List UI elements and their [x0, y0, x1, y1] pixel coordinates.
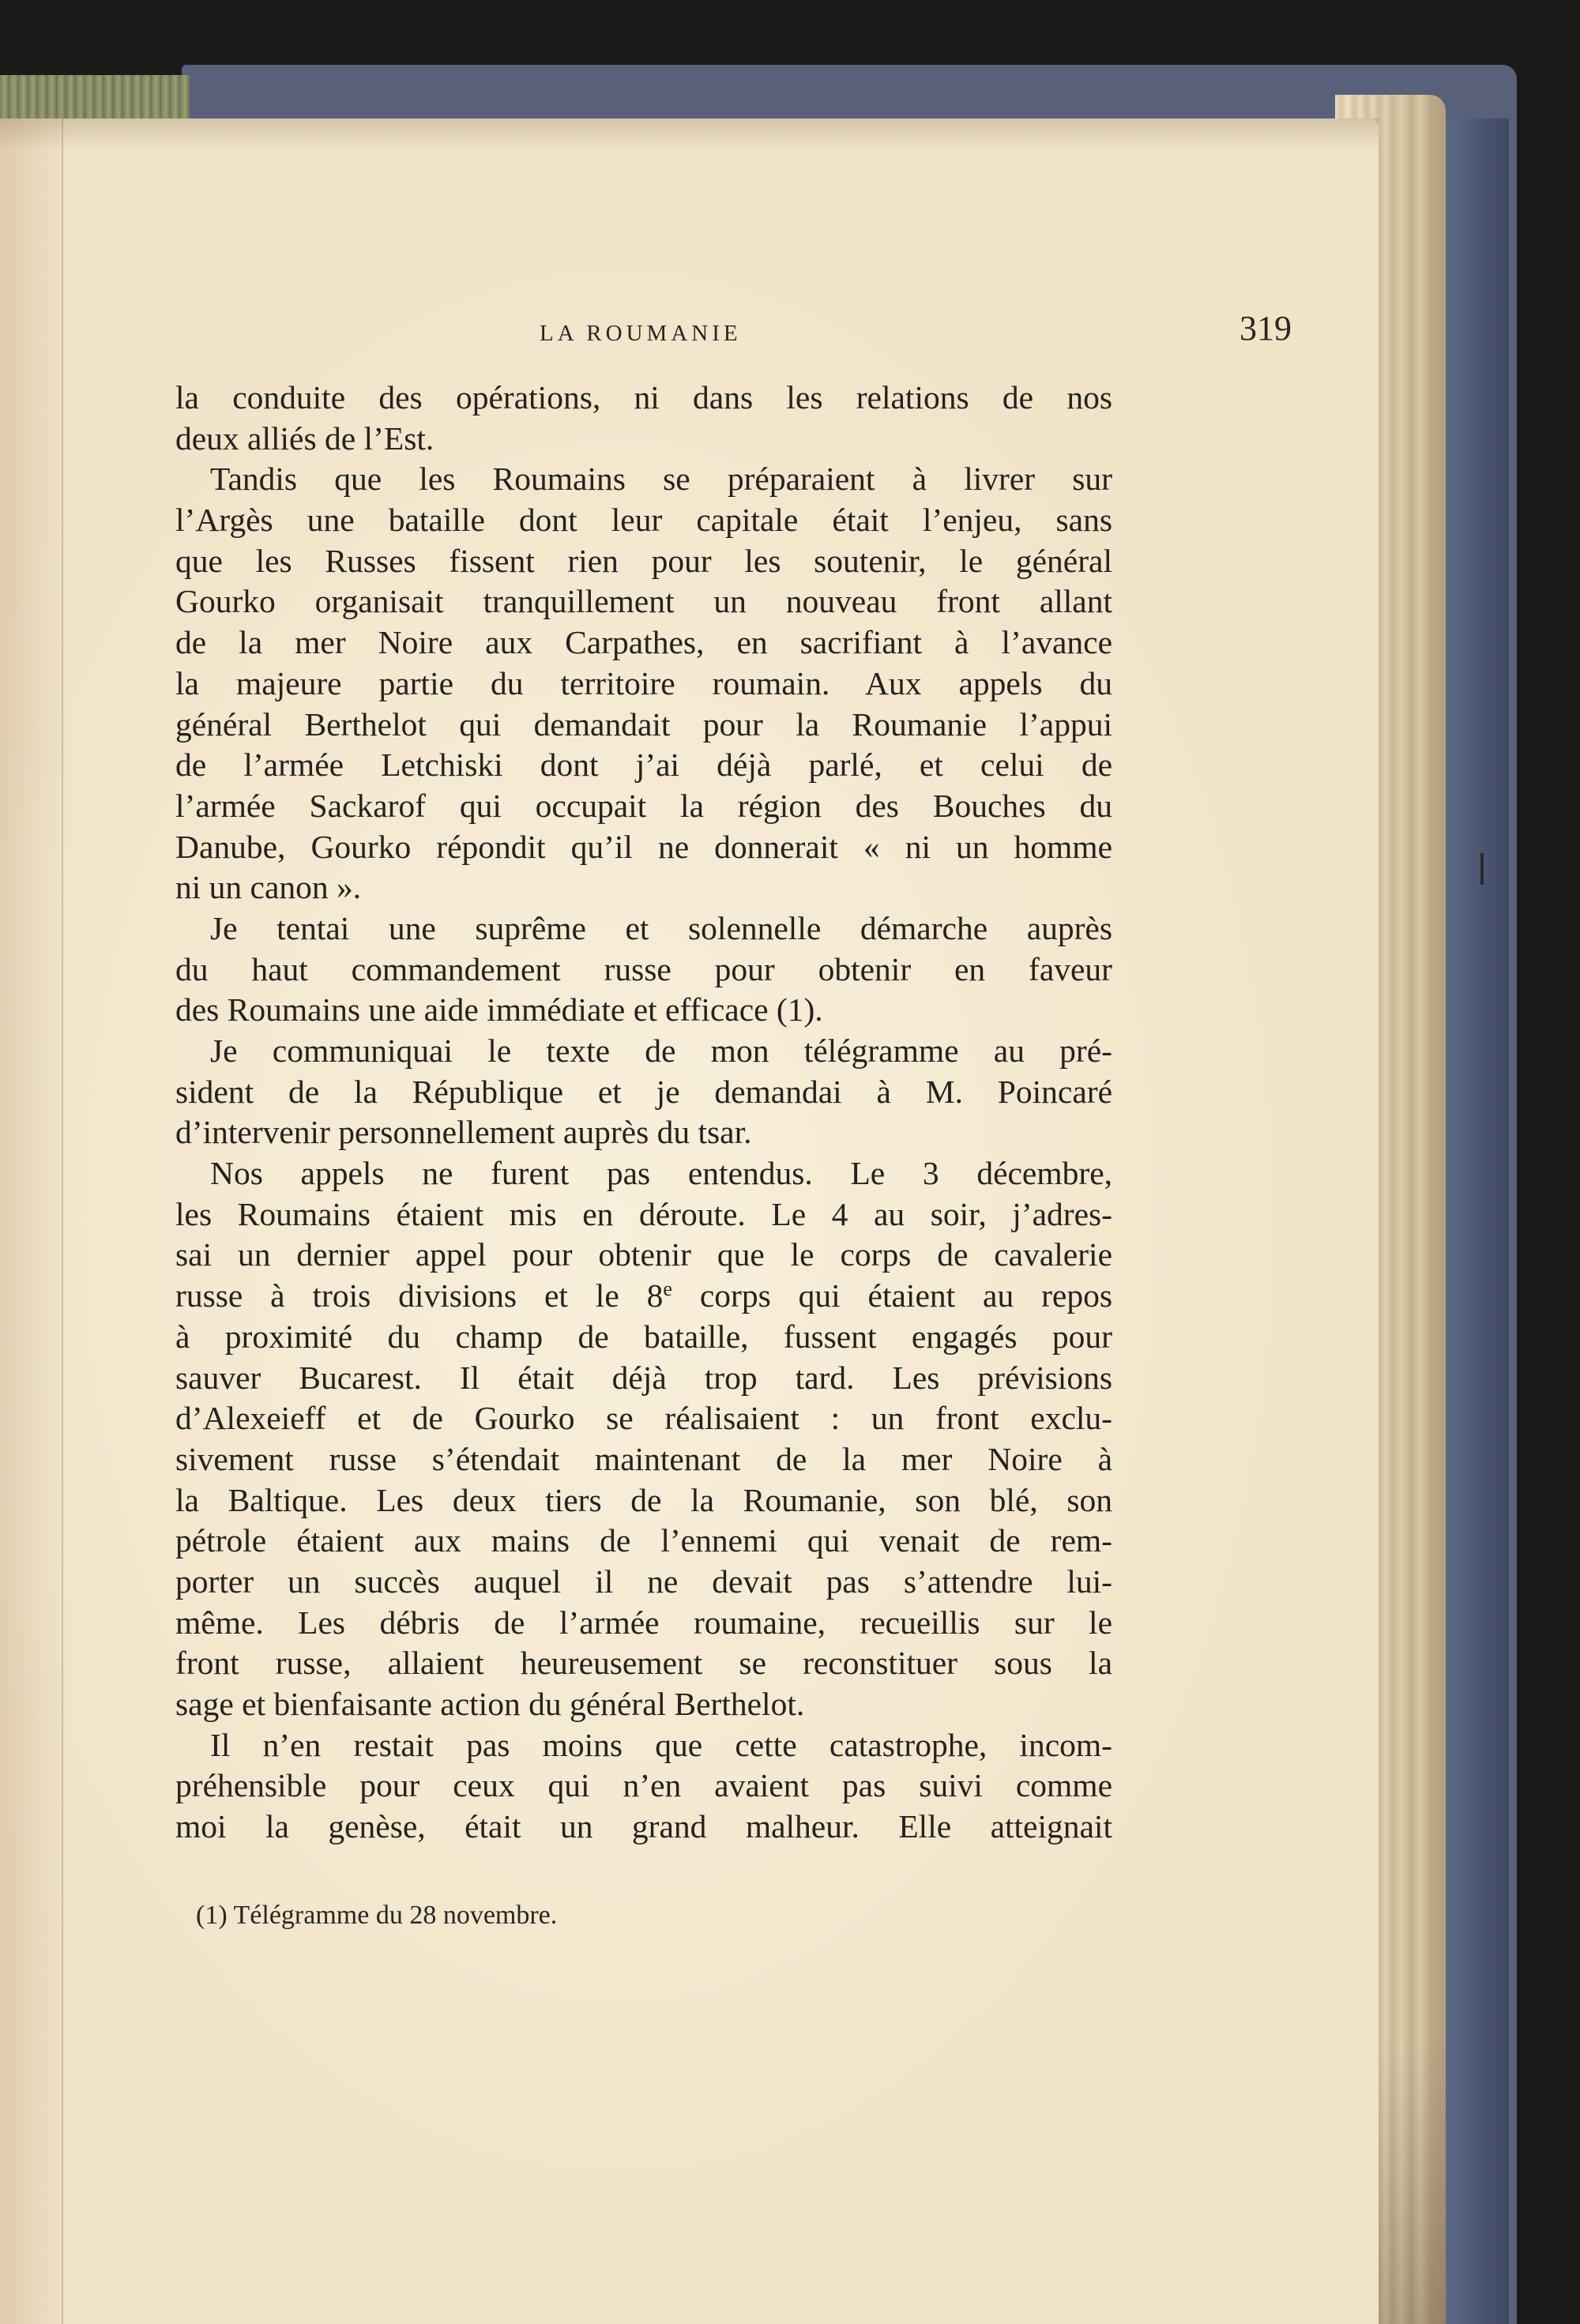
text-line: porter un succès auquel il ne devait pas s’attendre lui-	[175, 1562, 1112, 1600]
text-line: Je communiquai le texte de mon télégramme au pré-	[210, 1032, 1112, 1069]
text-line: ni un canon ».	[175, 869, 362, 906]
text-line: moi la genèse, était un grand malheur. Elle atteignait	[175, 1808, 1112, 1845]
text-line: Il n’en restait pas moins que cette catastrophe, incom-	[210, 1726, 1112, 1763]
text-line: deux alliés de l’Est.	[175, 419, 434, 457]
text-line: Danube, Gourko répondit qu’il ne donnerait « ni un homme	[175, 828, 1112, 865]
text-line: la majeure partie du territoire roumain. Aux appels du	[175, 664, 1112, 701]
text-line: de l’armée Letchiski dont j’ai déjà parlé, et celui de	[175, 746, 1112, 784]
text-line: que les Russes fissent rien pour les soutenir, le général	[175, 542, 1112, 579]
paragraph	[175, 908, 1112, 1031]
running-title: LA ROUMANIE	[540, 321, 742, 346]
body-text	[175, 378, 1112, 1848]
text-line: Gourko organisait tranquillement un nouveau front allant	[175, 583, 1112, 620]
text-line: sident de la République et je demandai à M. Poincaré	[175, 1073, 1112, 1110]
paragraph	[175, 1153, 1112, 1725]
paragraph	[175, 1031, 1112, 1153]
text-line: front russe, allaient heureusement se reconstituer sous la	[175, 1645, 1112, 1682]
text-line: Je tentai une suprême et solennelle démarche auprès	[210, 909, 1112, 946]
text-line: sage et bienfaisante action du général Berthelot.	[175, 1686, 805, 1722]
text-line: Nos appels ne furent pas entendus. Le 3 décembre,	[210, 1155, 1112, 1192]
text-line: même. Les débris de l’armée roumaine, recueillis sur le	[175, 1604, 1112, 1641]
text-line: de la mer Noire aux Carpathes, en sacrifiant à l’avance	[175, 624, 1112, 661]
paragraph	[175, 378, 1112, 459]
running-head	[172, 308, 1292, 355]
text-line: général Berthelot qui demandait pour la Roumanie l’appui	[175, 705, 1112, 743]
text-line: sai un dernier appel pour obtenir que le corps de cavalerie	[175, 1236, 1112, 1273]
page-number: 319	[1240, 309, 1292, 348]
text-line: d’Alexeieff et de Gourko se réalisaient : un front exclu-	[175, 1400, 1112, 1437]
text-line: à proximité du champ de bataille, fussent engagés pour	[175, 1318, 1112, 1355]
text-line: les Roumains étaient mis en déroute. Le 4 au soir, j’adres-	[175, 1195, 1112, 1232]
text-line: d’intervenir personnellement auprès du tsar.	[175, 1114, 752, 1151]
text-line: des Roumains une aide immédiate et efficace (1).	[175, 991, 823, 1029]
text-segment: corps qui étaient au repos	[672, 1277, 1113, 1314]
text-line: l’armée Sackarof qui occupait la région des Bouches du	[175, 787, 1112, 824]
text-line: du haut commandement russe pour obtenir en faveur	[175, 950, 1112, 987]
cover-mark	[1480, 853, 1484, 885]
text-line-with-superscript	[175, 1276, 1112, 1317]
text-segment: russe à trois divisions et le 8	[175, 1277, 664, 1314]
text-line: sauver Bucarest. Il était déjà trop tard. Les prévisions	[175, 1359, 1112, 1396]
text-line: l’Argès une bataille dont leur capitale était l’enjeu, sans	[175, 502, 1112, 539]
text-line: préhensible pour ceux qui n’en avaient pas suivi comme	[175, 1767, 1112, 1804]
page-top-shadow	[0, 118, 1379, 150]
footnote: (1) Télégramme du 28 novembre.	[196, 1901, 558, 1930]
text-line: sivement russe s’étendait maintenant de la mer Noire à	[175, 1440, 1112, 1477]
paragraph	[175, 1725, 1112, 1848]
text-line: la conduite des opérations, ni dans les relations de nos	[175, 379, 1112, 416]
gutter-fold	[62, 118, 63, 2324]
paragraph	[175, 459, 1112, 908]
text-line: pétrole étaient aux mains de l’ennemi qui venait de rem-	[175, 1522, 1112, 1559]
text-line: la Baltique. Les deux tiers de la Roumanie, son blé, son	[175, 1481, 1112, 1518]
text-line: Tandis que les Roumains se préparaient à livrer sur	[210, 461, 1112, 498]
book-spine	[0, 75, 190, 122]
ordinal-superscript: e	[663, 1277, 672, 1301]
